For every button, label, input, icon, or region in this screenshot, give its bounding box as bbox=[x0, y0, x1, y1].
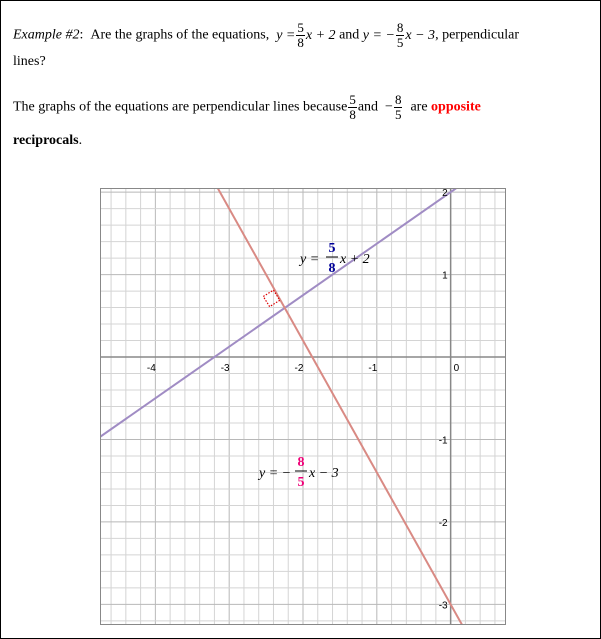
question-line-2: lines? bbox=[13, 54, 46, 69]
eq2-denominator: 5 bbox=[396, 35, 404, 50]
answer-period: . bbox=[78, 133, 83, 148]
x-tick-label: -4 bbox=[146, 363, 156, 375]
answer-fraction-1 bbox=[348, 93, 357, 122]
answer-fraction-2 bbox=[394, 93, 403, 122]
answer-frac1-numerator: 5 bbox=[349, 92, 356, 107]
answer-reciprocals: reciprocals bbox=[13, 133, 79, 148]
x-tick-label: -2 bbox=[294, 363, 304, 375]
answer-frac1-denominator: 8 bbox=[349, 107, 356, 122]
question-end: , perpendicular bbox=[435, 27, 520, 43]
graph-label2-rhs: x − 3 bbox=[309, 466, 339, 481]
answer-and: and bbox=[357, 99, 379, 115]
graph-label2-lhs: y = − bbox=[259, 466, 292, 481]
answer-are: are bbox=[410, 99, 428, 115]
y-tick-label: -1 bbox=[438, 435, 448, 447]
eq1-lhs: y = bbox=[276, 27, 296, 43]
equation-1 bbox=[276, 20, 339, 50]
graph-label1-denominator: 8 bbox=[328, 261, 336, 276]
eq1-numerator: 5 bbox=[297, 20, 304, 35]
question-start: Are the graphs of the equations, bbox=[90, 27, 270, 43]
x-tick-label: 0 bbox=[453, 363, 460, 375]
question-line bbox=[13, 21, 519, 50]
graph-label2-denominator: 5 bbox=[297, 475, 305, 490]
eq1-denominator: 8 bbox=[297, 35, 304, 50]
answer-minus: − bbox=[385, 99, 393, 115]
y-tick-label: -3 bbox=[438, 600, 448, 612]
graph-label1-lhs: y = bbox=[300, 252, 320, 267]
eq2-rhs: x − 3 bbox=[405, 27, 436, 43]
eq1-rhs: x + 2 bbox=[305, 27, 336, 43]
x-tick-label: -3 bbox=[220, 363, 230, 375]
x-tick-label: -1 bbox=[368, 363, 378, 375]
question-and: and bbox=[339, 27, 360, 43]
coordinate-graph bbox=[100, 188, 506, 625]
eq2-numerator: 8 bbox=[396, 20, 404, 35]
eq2-fraction bbox=[396, 21, 405, 50]
right-angle-marker bbox=[263, 290, 280, 307]
marker-layer bbox=[263, 290, 280, 307]
eq2-lhs: y = − bbox=[362, 27, 395, 43]
answer-frac2-denominator: 5 bbox=[394, 107, 402, 122]
answer-highlight-opposite: opposite bbox=[431, 99, 481, 115]
equation-2 bbox=[362, 20, 436, 50]
answer-line-2 bbox=[13, 133, 82, 149]
graph-label1-rhs: x + 2 bbox=[340, 252, 370, 267]
y-tick-label: -2 bbox=[438, 517, 448, 529]
answer-text: The graphs of the equations are perpendicular lines because bbox=[13, 99, 348, 115]
y-tick-label: 2 bbox=[442, 188, 448, 200]
example-colon: : bbox=[79, 27, 84, 43]
answer-frac2-numerator: 8 bbox=[394, 92, 402, 107]
eq1-fraction bbox=[296, 21, 305, 50]
graph-label2-numerator: 8 bbox=[297, 455, 305, 470]
example-label: Example #2 bbox=[13, 27, 80, 43]
graph-label1-numerator: 5 bbox=[328, 241, 336, 256]
y-tick-label: 1 bbox=[442, 270, 448, 282]
answer-line bbox=[13, 93, 481, 122]
